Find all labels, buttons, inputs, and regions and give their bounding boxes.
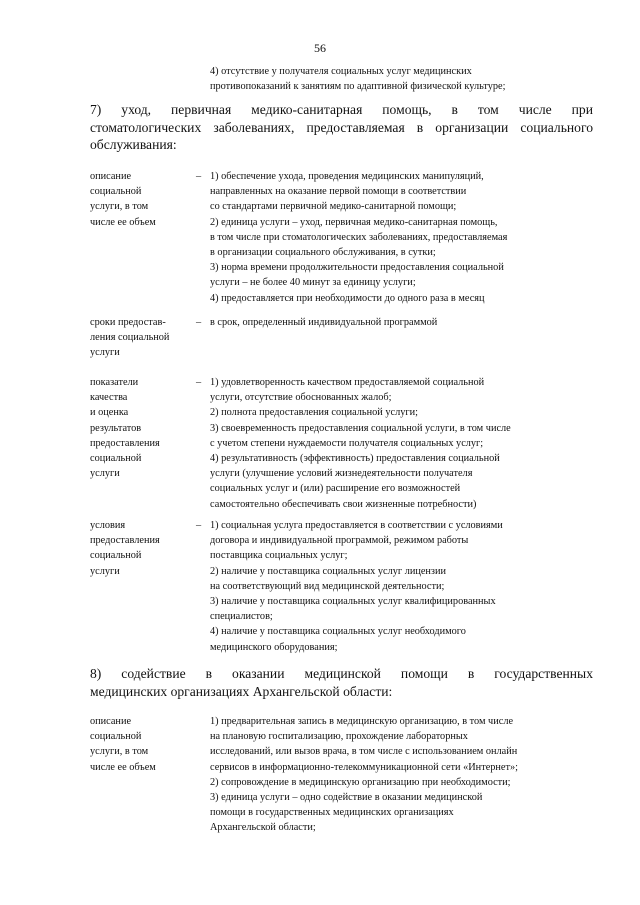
block-definition [210,315,610,330]
definition-line: услуги, отсутствие обоснованных жалоб; [210,392,392,404]
term-line: услуги [90,347,120,359]
definition-line: со стандартами первичной медико-санитарной помощи; [210,201,457,213]
text-line: противопоказаний к занятиям по адаптивной физической культуре; [210,81,506,92]
block-term [90,375,195,481]
page-number: 56 [314,41,326,55]
definition-line: сервисов в информационно-телекоммуникационной сети «Интернет»; [210,761,519,773]
definition-line: самостоятельно обеспечивать свои жизненные потребности) [210,498,477,510]
term-line: услуги [90,468,120,480]
heading-line: обслуживания: [90,137,177,152]
block-definition [210,714,610,836]
heading-line: 8) содействие в оказании медицинской помощи в государственных [90,666,593,681]
dash-separator: – [196,520,202,531]
block-term [90,518,195,579]
term-line: услуги [90,565,120,577]
heading-line: 7) уход, первичная медико-санитарная помощь, в том числе при [90,102,593,117]
definition-line: помощи в государственных медицинских организациях [210,807,454,819]
definition-line: услуги – не более 40 минут за единицу услуги; [210,277,416,289]
block-term [90,714,195,775]
definition-line: на соответствующий вид медицинской деятельности; [210,580,445,592]
definition-line: Архангельской области; [210,822,316,834]
term-line: ления социальной [90,332,170,344]
definition-line: 2) наличие у поставщика социальных услуг лицензии [210,565,447,577]
term-line: социальной [90,186,142,198]
heading-line: медицинских организациях Архангельской области: [90,683,393,699]
definition-line: 1) обеспечение ухода, проведения медицинских манипуляций, [210,171,484,182]
definition-line: 3) норма времени продолжительности предоставления социальной [210,262,504,274]
block-definition [210,518,610,655]
definition-line: 3) наличие у поставщика социальных услуг квалифицированных [210,596,496,608]
term-line: результатов [90,422,142,434]
term-line: описание [90,716,132,727]
definition-line: 4) предоставляется при необходимости до одного раза в месяц [210,292,485,304]
definition-line: 3) своевременность предоставления социальной услуги, в том числе [210,422,511,434]
block-term [90,315,195,361]
term-line: описание [90,171,132,182]
term-line: предоставления [90,437,160,449]
block-definition [210,169,610,306]
term-line: услуги, в том [90,201,149,213]
term-line: качества [90,392,128,404]
dash-separator: – [196,171,202,182]
definition-line: услуги (улучшение условий жизнедеятельности получателя [210,468,473,480]
definition-line: 1) предварительная запись в медицинскую организацию, в том числе [210,716,514,727]
definition-line: социальных услуг и (или) расширение его возможностей [210,483,461,495]
term-line: сроки предостав- [90,317,166,328]
definition-line: 2) сопровождение в медицинскую организацию при необходимости; [210,776,511,788]
definition-line: 2) полнота предоставления социальной услуги; [210,407,418,419]
definition-line: 1) удовлетворенность качеством предоставляемой социальной [210,377,485,388]
definition-line: направленных на оказание первой помощи в соответствии [210,186,467,198]
section-8-heading [90,665,593,700]
term-line: предоставления [90,535,160,547]
term-line: и оценка [90,407,129,419]
definition-line: 2) единица услуги – уход, первичная медико-санитарная помощь, [210,216,498,228]
dash-separator: – [196,377,202,388]
definition-line: 1) социальная услуга предоставляется в соответствии с условиями [210,520,503,531]
dash-separator: – [196,317,202,328]
term-line: социальной [90,731,142,743]
section-7-heading [90,101,593,154]
definition-line: поставщика социальных услуг; [210,550,348,562]
heading-line: стоматологических заболеваниях, предоставляемая в организации социального [90,119,593,135]
text-line: 4) отсутствие у получателя социальных услуг медицинских [210,66,472,77]
term-line: услуги, в том [90,746,149,758]
continuation-text [210,64,610,94]
definition-line: в том числе при стоматологических заболеваниях, предоставляемая [210,231,508,243]
term-line: числе ее объем [90,216,156,228]
definition-line: медицинского оборудования; [210,641,338,653]
term-line: социальной [90,453,142,465]
definition-line: в срок, определенный индивидуальной программой [210,317,438,328]
definition-line: исследований, или вызов врача, в том числе с использованием онлайн [210,746,518,758]
definition-line: 3) единица услуги – одно содействие в оказании медицинской [210,792,483,804]
definition-line: 4) результативность (эффективность) предоставления социальной [210,453,500,465]
term-line: социальной [90,550,142,562]
definition-line: специалистов; [210,611,273,623]
block-definition [210,375,610,512]
definition-line: в организации социального обслуживания, в сутки; [210,247,436,259]
definition-line: на плановую госпитализацию, прохождение лабораторных [210,731,468,743]
definition-line: 4) наличие у поставщика социальных услуг необходимого [210,626,466,638]
term-line: показатели [90,377,139,388]
block-term [90,169,195,230]
term-line: условия [90,520,126,531]
definition-line: договора и индивидуальной программой, режимом работы [210,535,469,547]
term-line: числе ее объем [90,761,156,773]
definition-line: с учетом степени нуждаемости получателя социальных услуг; [210,437,484,449]
